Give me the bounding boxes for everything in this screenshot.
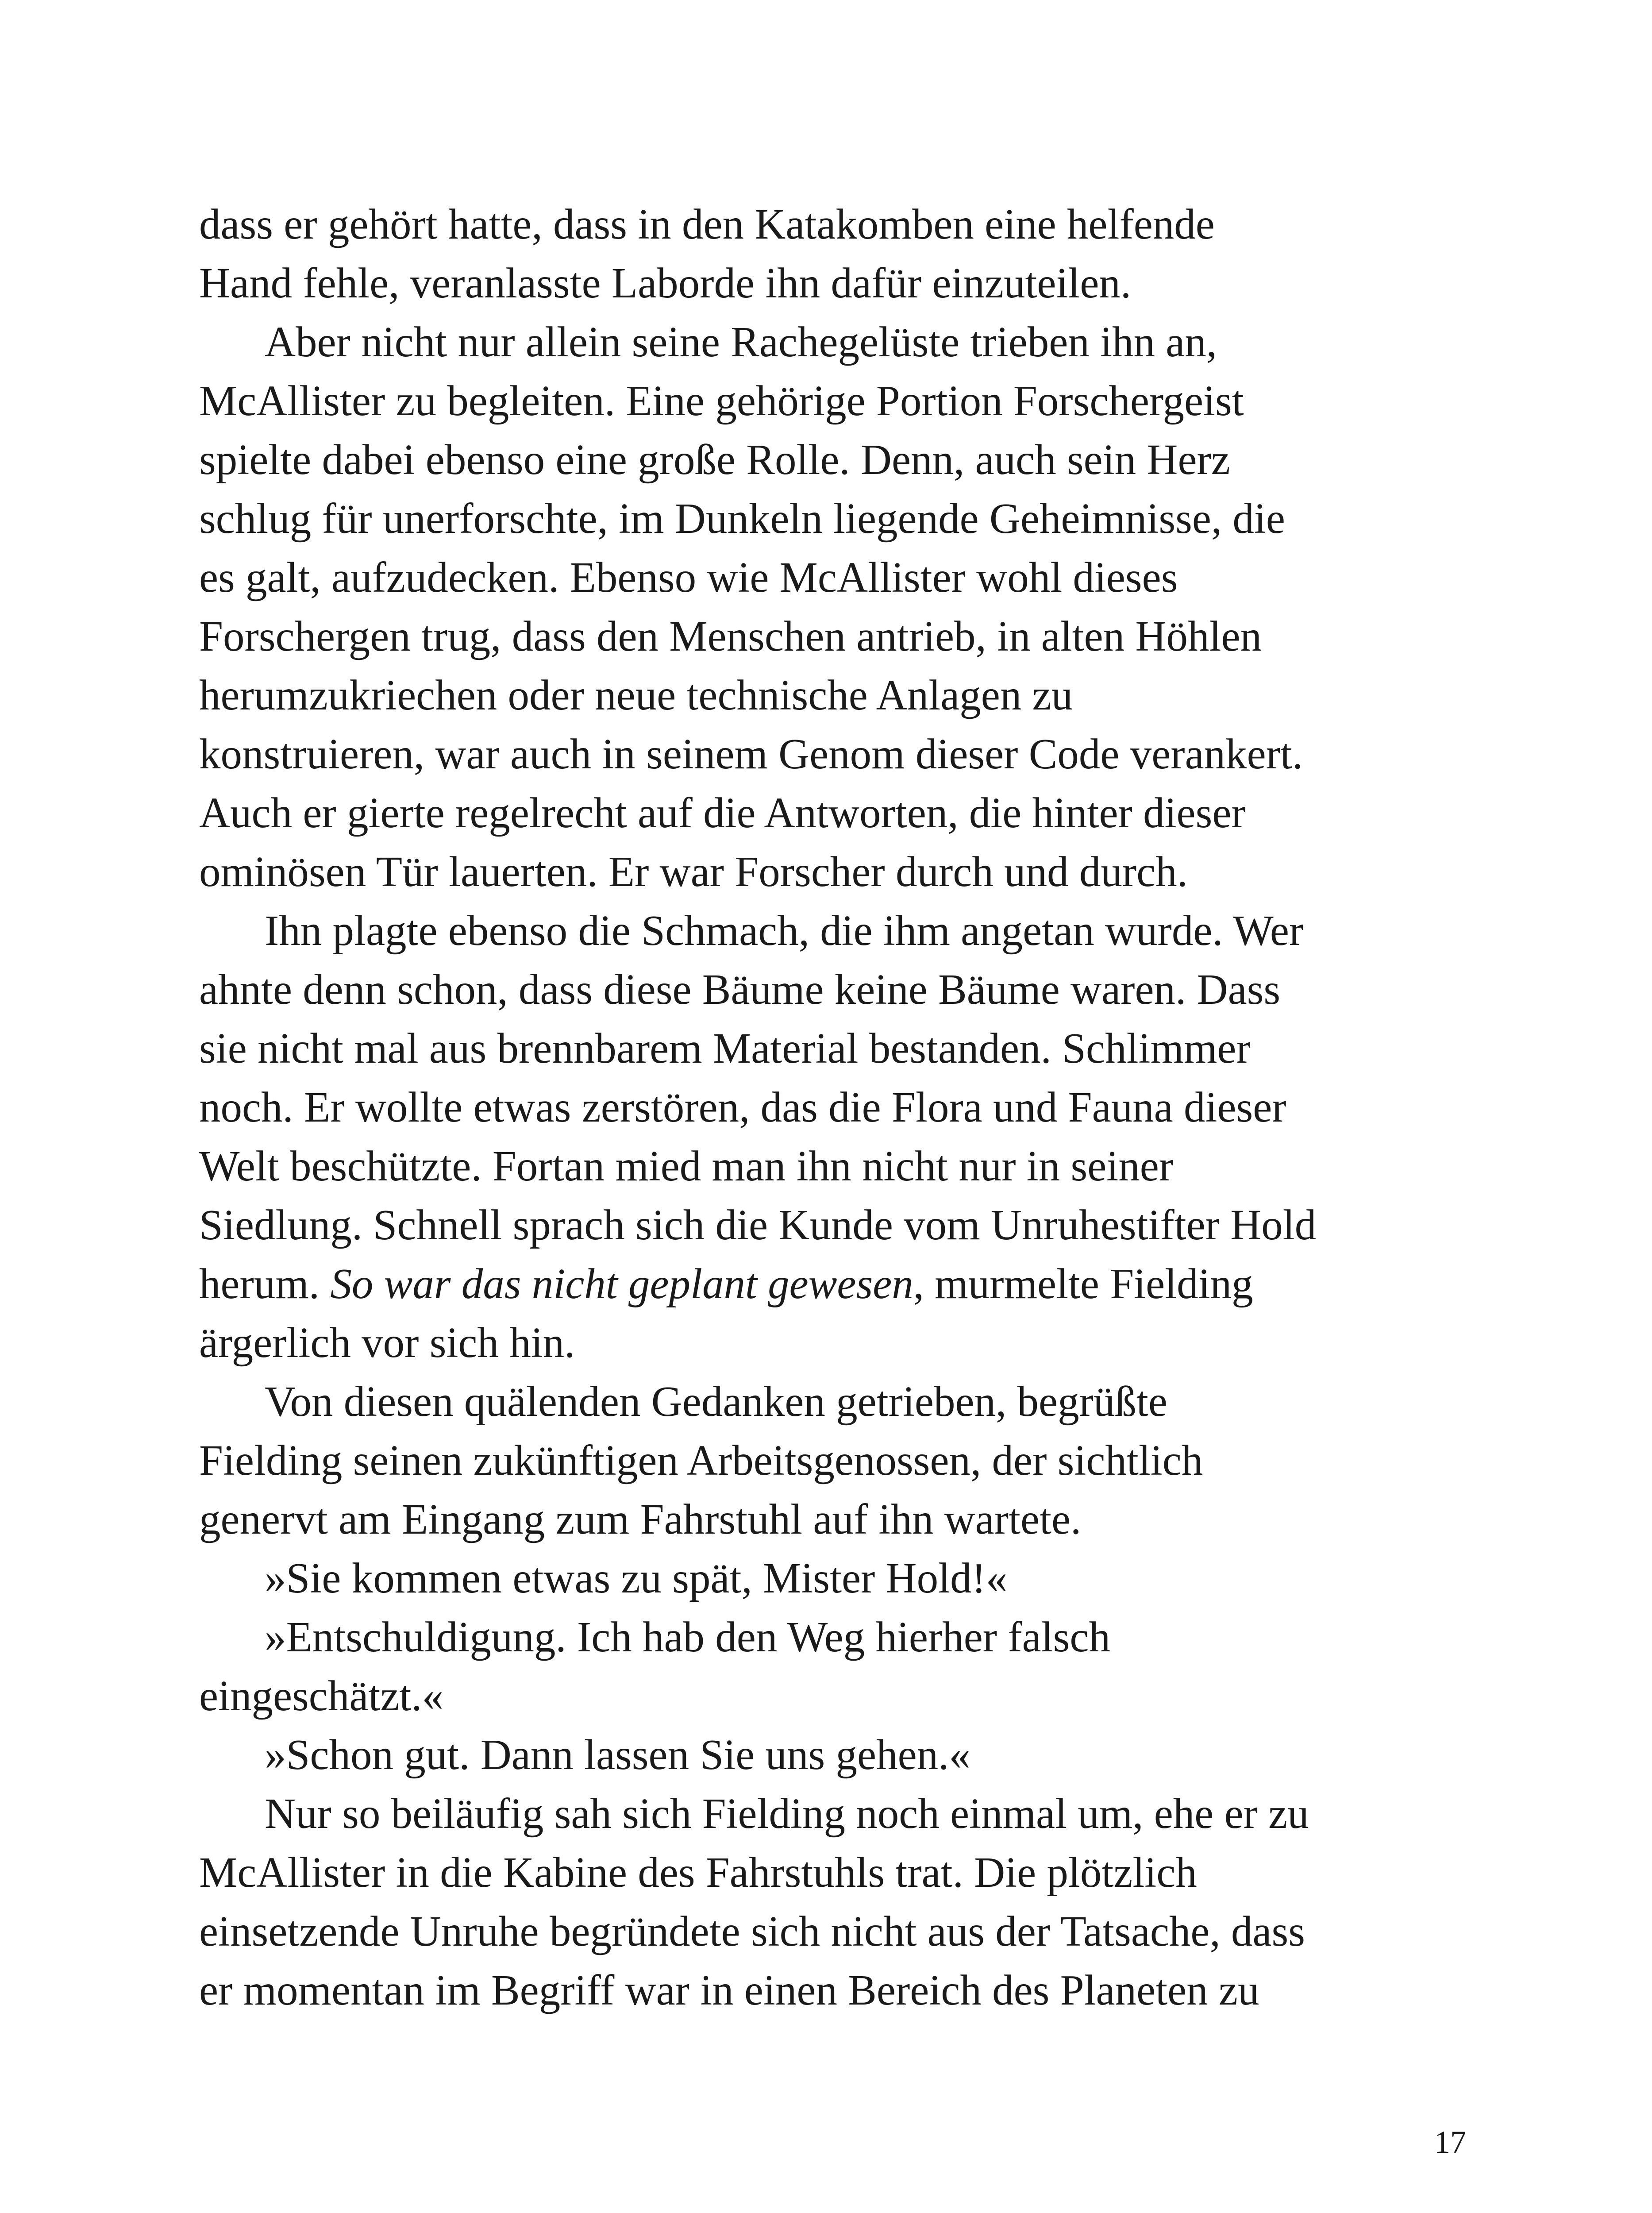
text-line: dass er gehört hatte, dass in den Katakomben eine helfende: [199, 200, 1215, 248]
text-line: Siedlung. Schnell sprach sich die Kunde vom Unruhestifter Hold: [199, 1201, 1317, 1249]
text-line: genervt am Eingang zum Fahrstuhl auf ihn wartete.: [199, 1496, 1082, 1543]
text-segment: , murmelte Fielding: [913, 1260, 1253, 1307]
text-line: ominösen Tür lauerten. Er war Forscher durch und durch.: [199, 848, 1188, 895]
text-line: Auch er gierte regelrecht auf die Antworten, die hinter dieser: [199, 789, 1246, 837]
text-line: Von diesen quälenden Gedanken getrieben, begrüßte: [265, 1378, 1167, 1425]
text-line: Nur so beiläufig sah sich Fielding noch einmal um, ehe er zu: [265, 1790, 1309, 1837]
text-line: schlug für unerforschte, im Dunkeln liegende Geheimnisse, die: [199, 495, 1285, 542]
body-text: [199, 195, 1465, 2020]
italic-thought: So war das nicht geplant gewesen: [330, 1260, 913, 1307]
text-line: Ihn plagte ebenso die Schmach, die ihm angetan wurde. Wer: [265, 907, 1304, 954]
text-line: [199, 1254, 1465, 1313]
text-line: McAllister zu begleiten. Eine gehörige Portion Forschergeist: [199, 377, 1244, 424]
text-line: er momentan im Begriff war in einen Bereich des Planeten zu: [199, 1966, 1259, 2014]
text-line: sie nicht mal aus brennbarem Material bestanden. Schlimmer: [199, 1025, 1251, 1072]
text-line: Hand fehle, veranlasste Laborde ihn dafür einzuteilen.: [199, 259, 1132, 307]
text-line: Aber nicht nur allein seine Rachegelüste trieben ihn an,: [265, 318, 1217, 366]
text-line: noch. Er wollte etwas zerstören, das die Flora und Fauna dieser: [199, 1083, 1286, 1131]
text-line: ärgerlich vor sich hin.: [199, 1319, 575, 1366]
text-segment: herum.: [199, 1260, 331, 1307]
text-line: herumzukriechen oder neue technische Anlagen zu: [199, 671, 1073, 719]
text-line: es galt, aufzudecken. Ebenso wie McAllister wohl dieses: [199, 554, 1178, 601]
text-line: ahnte denn schon, dass diese Bäume keine Bäume waren. Dass: [199, 966, 1281, 1013]
dialogue-line: »Sie kommen etwas zu spät, Mister Hold!«: [265, 1554, 1008, 1602]
dialogue-line: »Entschuldigung. Ich hab den Weg hierher falsch: [265, 1613, 1110, 1661]
page-number: 17: [1434, 2124, 1466, 2160]
text-line: Forschergen trug, dass den Menschen antrieb, in alten Höhlen: [199, 613, 1262, 660]
text-line: spielte dabei ebenso eine große Rolle. Denn, auch sein Herz: [199, 436, 1230, 483]
text-line: konstruieren, war auch in seinem Genom dieser Code verankert.: [199, 730, 1303, 778]
text-line: Welt beschützte. Fortan mied man ihn nicht nur in seiner: [199, 1142, 1174, 1190]
text-line: Fielding seinen zukünftigen Arbeitsgenossen, der sichtlich: [199, 1437, 1203, 1484]
dialogue-line: eingeschätzt.«: [199, 1672, 444, 1720]
dialogue-line: »Schon gut. Dann lassen Sie uns gehen.«: [265, 1731, 970, 1778]
text-line: McAllister in die Kabine des Fahrstuhls trat. Die plötzlich: [199, 1849, 1197, 1896]
text-line: einsetzende Unruhe begründete sich nicht aus der Tatsache, dass: [199, 1908, 1305, 1955]
